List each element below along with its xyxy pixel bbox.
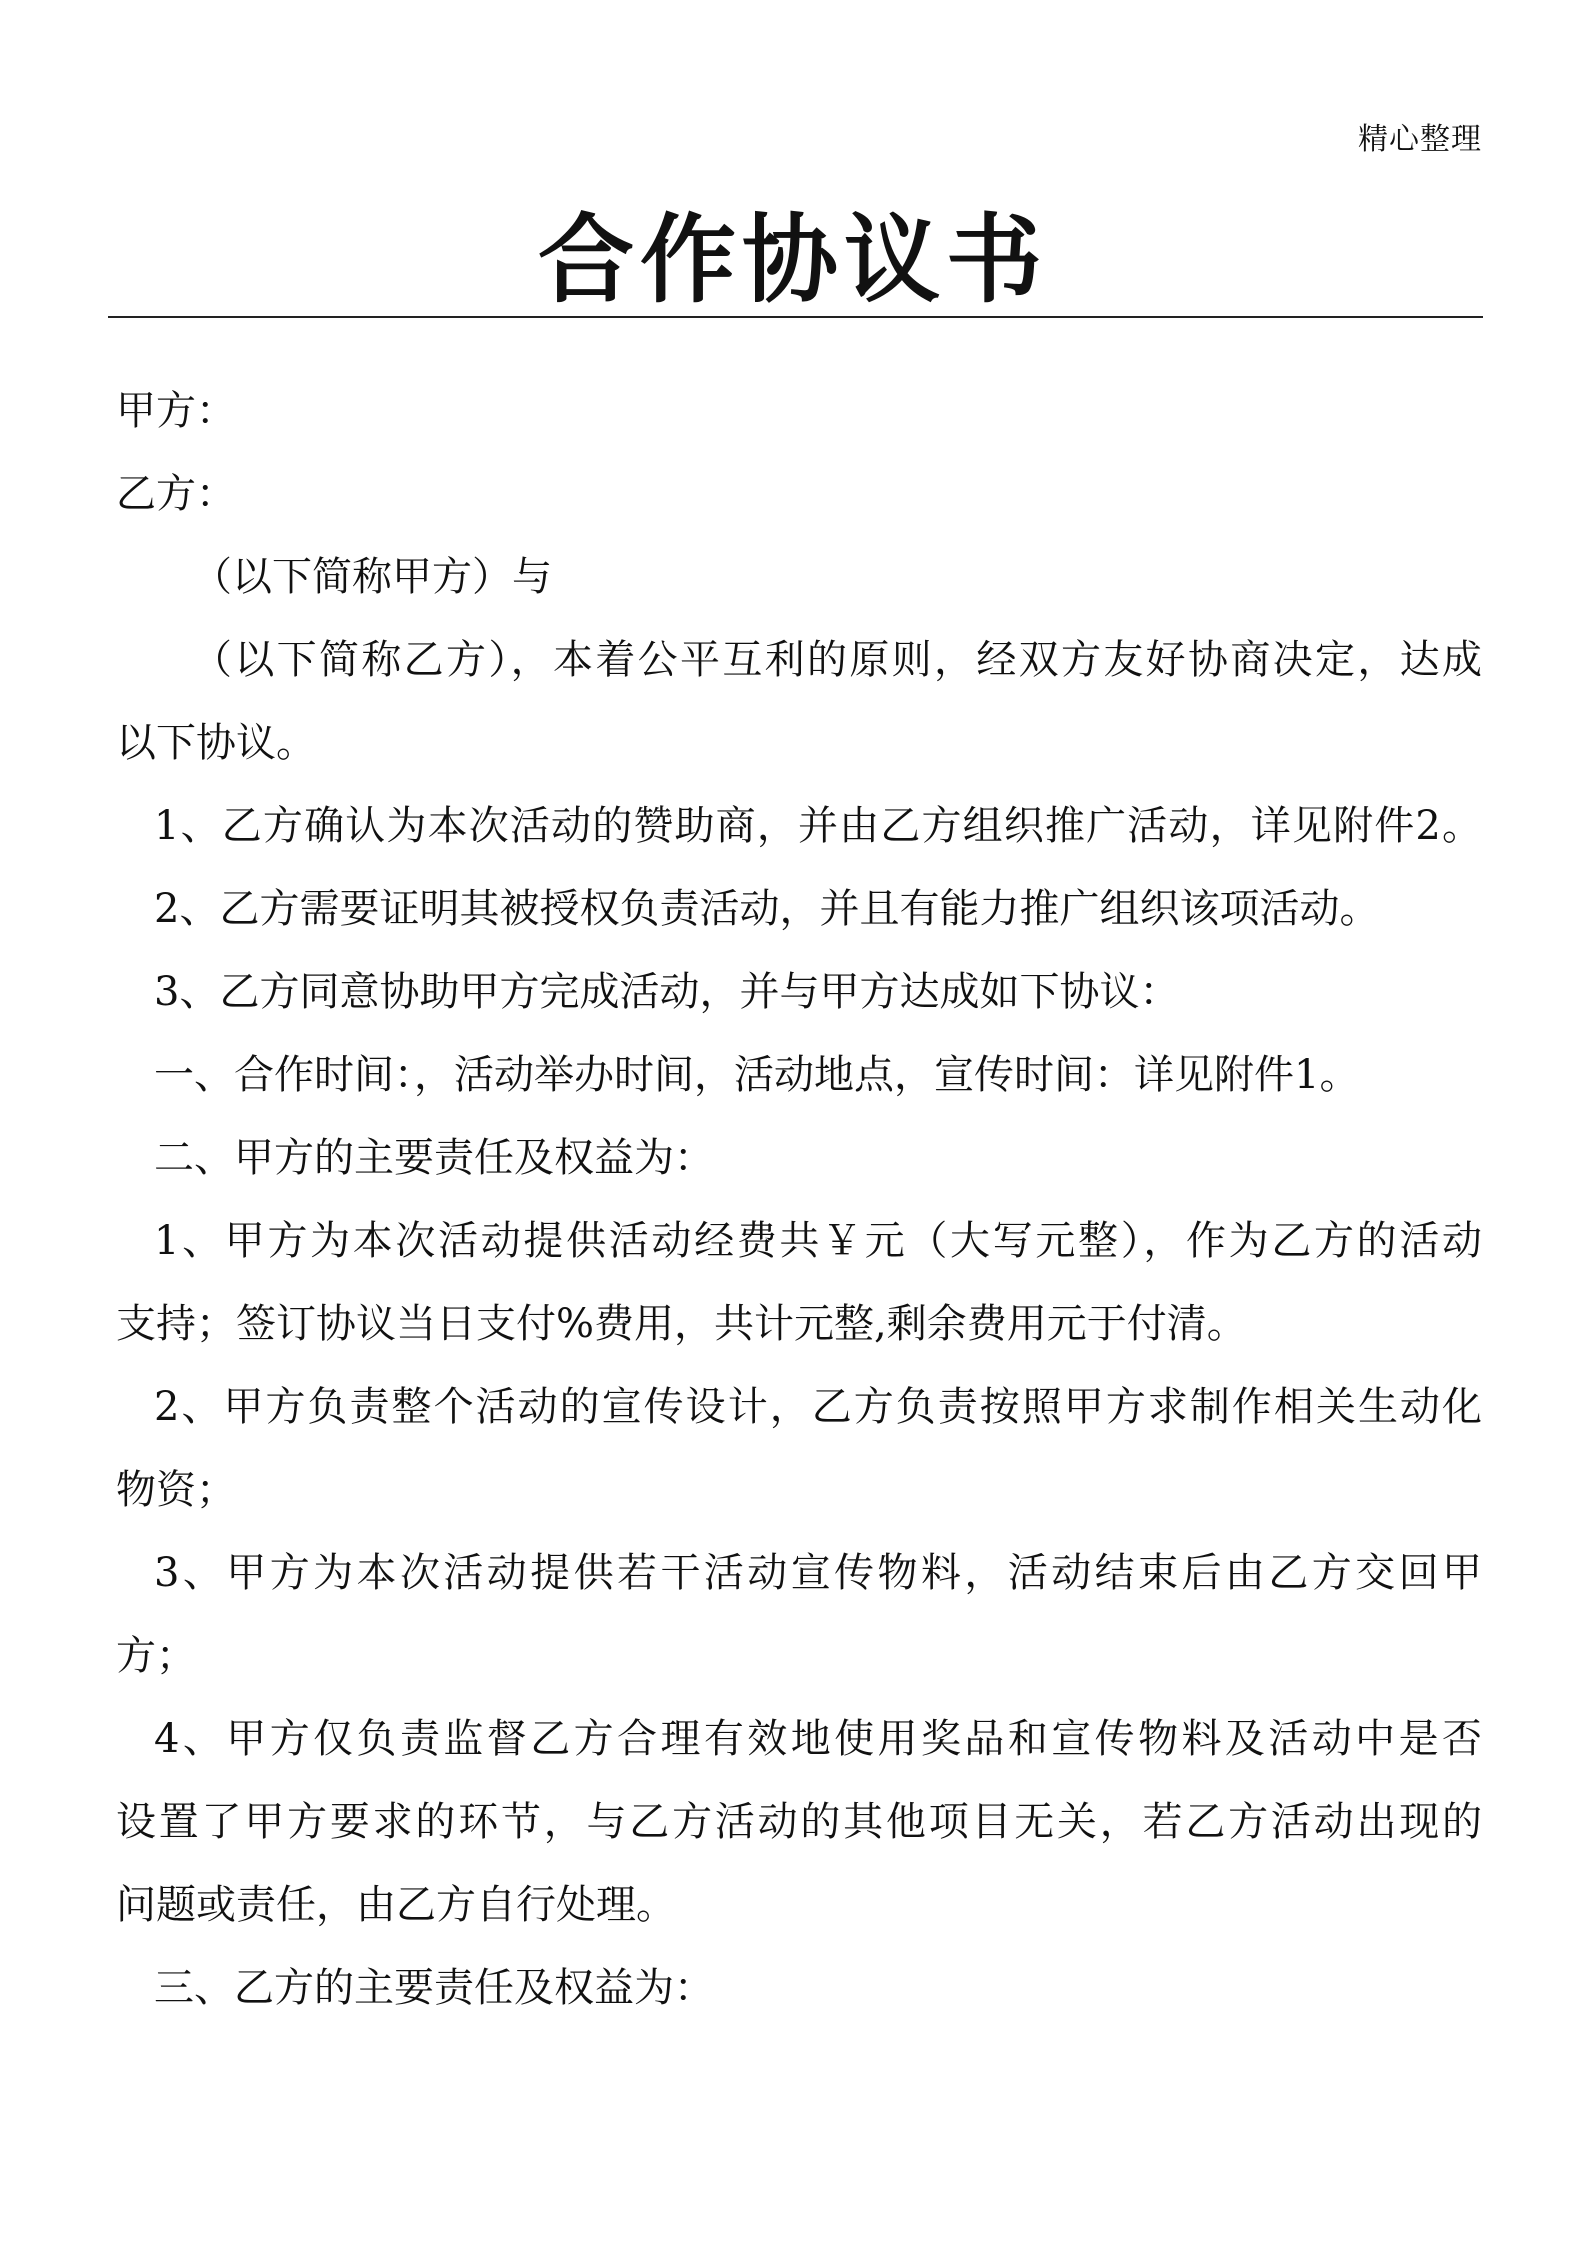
text-line: 一、合作时间：，活动举办时间，活动地点，宣传时间：详见附件1。 xyxy=(154,1052,1360,1098)
text-line: 二、甲方的主要责任及权益为： xyxy=(154,1135,714,1181)
text-line: 三、乙方的主要责任及权益为： xyxy=(154,1965,714,2011)
text-line: 物资； xyxy=(116,1467,236,1513)
text-line: 2、甲方负责整个活动的宣传设计，乙方负责按照甲方求制作相关生动化 xyxy=(154,1384,1482,1430)
text-line: 4、甲方仅负责监督乙方合理有效地使用奖品和宣传物料及活动中是否 xyxy=(154,1716,1482,1762)
text-line: 1、甲方为本次活动提供活动经费共￥元（大写元整），作为乙方的活动 xyxy=(154,1218,1482,1264)
header-note: 精心整理 xyxy=(1358,122,1482,157)
text-line: 方； xyxy=(116,1633,196,1679)
text-line: 设置了甲方要求的环节，与乙方活动的其他项目无关，若乙方活动出现的 xyxy=(116,1799,1482,1845)
text-line: 3、甲方为本次活动提供若干活动宣传物料，活动结束后由乙方交回甲 xyxy=(154,1550,1482,1596)
title-divider xyxy=(108,316,1483,318)
text-line: （以下简称甲方）与 xyxy=(192,554,552,600)
text-line: 乙方： xyxy=(116,471,236,517)
document-title: 合作协议书 xyxy=(538,203,1048,316)
text-line: 2、乙方需要证明其被授权负责活动，并且有能力推广组织该项活动。 xyxy=(154,886,1380,932)
text-line: 甲方： xyxy=(116,388,236,434)
text-line: （以下简称乙方），本着公平互利的原则，经双方友好协商决定，达成 xyxy=(192,637,1482,683)
document-body xyxy=(116,370,1482,2030)
text-line: 支持；签订协议当日支付%费用，共计元整,剩余费用元于付清。 xyxy=(116,1301,1247,1347)
text-line: 1、乙方确认为本次活动的赞助商，并由乙方组织推广活动，详见附件2。 xyxy=(154,803,1482,849)
text-line: 3、乙方同意协助甲方完成活动，并与甲方达成如下协议： xyxy=(154,969,1180,1015)
text-line: 问题或责任，由乙方自行处理。 xyxy=(116,1882,676,1928)
text-line: 以下协议。 xyxy=(116,720,316,766)
